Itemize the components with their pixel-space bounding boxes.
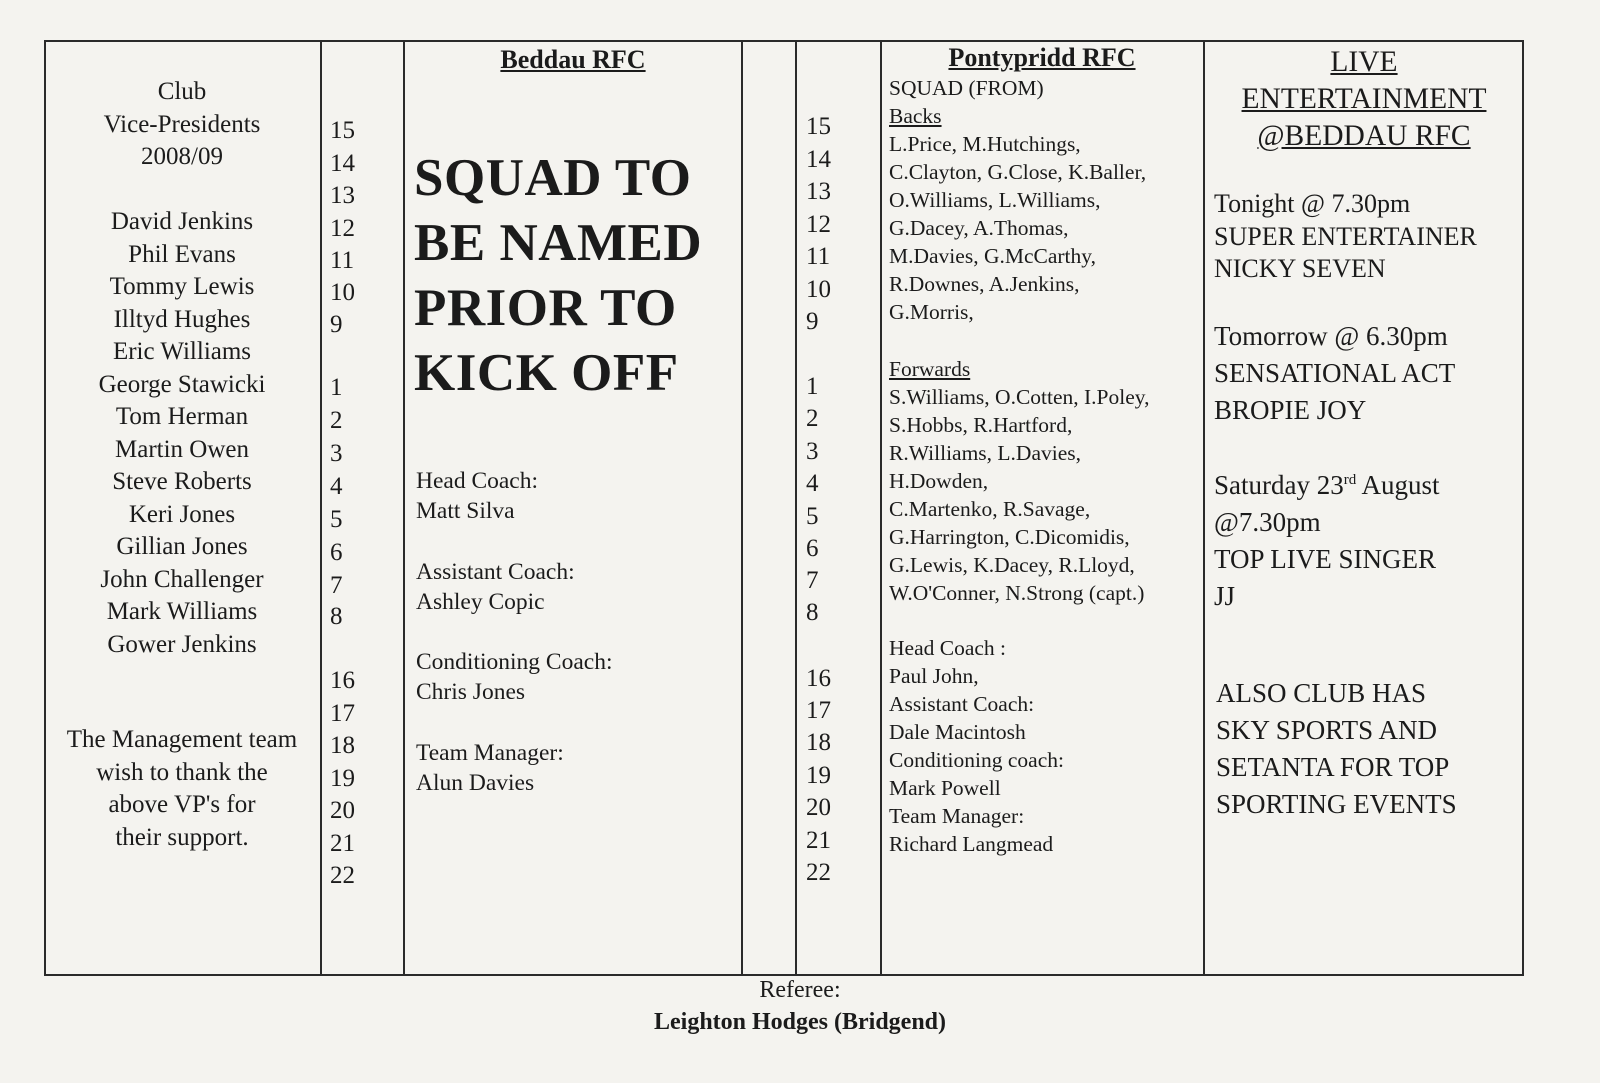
beddau-number: 13	[330, 182, 355, 209]
staff-name: Matt Silva	[416, 498, 515, 524]
pontypridd-number: 15	[806, 113, 831, 140]
referee-name: Leighton Hodges (Bridgend)	[653, 1009, 947, 1035]
event-line: JJ	[1214, 581, 1236, 611]
pontypridd-number: 12	[806, 211, 831, 238]
referee-label: Referee:	[759, 977, 841, 1003]
player-line: C.Clayton, G.Close, K.Baller,	[889, 160, 1147, 184]
heading-line: LIVE	[1330, 46, 1398, 78]
squad-line: BE NAMED	[414, 214, 703, 272]
beddau-staff-entry	[416, 466, 538, 526]
pontypridd-number: 2	[806, 405, 819, 432]
beddau-number: 15	[330, 117, 355, 144]
entertainment-heading	[1206, 44, 1522, 155]
event-line: BROPIE JOY	[1214, 395, 1367, 425]
event-line: @7.30pm	[1214, 507, 1321, 537]
vp-name: Martin Owen	[115, 435, 249, 463]
pontypridd-number: 10	[806, 276, 831, 303]
beddau-number: 9	[330, 311, 343, 338]
event-line: SETANTA FOR TOP	[1216, 752, 1450, 782]
player-line: S.Hobbs, R.Hartford,	[889, 413, 1073, 437]
forwards-label: Forwards	[889, 357, 971, 381]
beddau-number: 1	[330, 374, 343, 401]
vp-name: Eric Williams	[112, 338, 252, 365]
date-month: August	[1356, 470, 1440, 500]
vp-thanks-line: above VP's for	[108, 791, 256, 818]
player-line: W.O'Conner, N.Strong (capt.)	[889, 581, 1145, 605]
divider	[741, 42, 743, 974]
pontypridd-forwards	[889, 355, 1150, 607]
divider	[880, 42, 882, 974]
event-line: Tomorrow @ 6.30pm	[1214, 321, 1448, 351]
vp-name: Tom Herman	[115, 403, 249, 430]
player-line: O.Williams, L.Williams,	[889, 188, 1101, 212]
event-tonight	[1214, 188, 1477, 286]
player-line: R.Williams, L.Davies,	[889, 441, 1082, 465]
pontypridd-number: 1	[806, 373, 819, 400]
staff-name: Chris Jones	[416, 679, 526, 705]
staff-line: Paul John,	[889, 664, 979, 688]
vp-title	[46, 76, 318, 174]
beddau-staff-entry	[416, 557, 575, 617]
staff-line: Dale Macintosh	[889, 720, 1026, 744]
event-line: TOP LIVE SINGER	[1214, 544, 1436, 574]
beddau-number: 17	[330, 700, 355, 727]
event-line: SPORTING EVENTS	[1216, 789, 1457, 819]
vp-name: Keri Jones	[128, 500, 236, 528]
pontypridd-number: 22	[806, 859, 831, 886]
sky-sports-note	[1216, 675, 1457, 823]
vp-thanks-line: The Management team	[66, 726, 298, 753]
vp-title-line: Club	[157, 78, 207, 105]
pontypridd-number: 8	[806, 599, 819, 626]
heading-line: @BEDDAU RFC	[1257, 120, 1471, 152]
pontypridd-number: 14	[806, 146, 831, 173]
player-line: G.Dacey, A.Thomas,	[889, 216, 1069, 240]
beddau-number: 7	[330, 572, 343, 599]
pontypridd-number: 20	[806, 794, 831, 821]
player-line: S.Williams, O.Cotten, I.Poley,	[889, 385, 1150, 409]
beddau-number: 6	[330, 539, 343, 566]
player-line: R.Downes, A.Jenkins,	[889, 272, 1080, 296]
beddau-number: 21	[330, 830, 355, 857]
vp-name: David Jenkins	[110, 208, 254, 235]
vp-name: George Stawicki	[98, 370, 266, 398]
beddau-heading: Beddau RFC	[500, 45, 646, 74]
beddau-staff-entry	[416, 647, 612, 707]
pontypridd-backs	[889, 74, 1146, 326]
date-prefix: Saturday 23	[1214, 470, 1344, 500]
vp-name: John Challenger	[100, 565, 264, 593]
pontypridd-number: 18	[806, 729, 831, 756]
staff-line: Mark Powell	[889, 776, 1001, 800]
divider	[795, 42, 797, 974]
pontypridd-number: 3	[806, 438, 819, 465]
staff-role: Assistant Coach:	[416, 559, 575, 585]
staff-name: Ashley Copic	[416, 589, 545, 615]
event-tomorrow	[1214, 318, 1455, 429]
vp-name: Gillian Jones	[116, 533, 248, 560]
pontypridd-number: 7	[806, 567, 819, 594]
beddau-number: 14	[330, 150, 355, 177]
event-line: SENSATIONAL ACT	[1214, 358, 1456, 388]
heading-line: ENTERTAINMENT	[1241, 83, 1487, 115]
beddau-number: 2	[330, 407, 343, 434]
pontypridd-staff	[889, 634, 1064, 858]
event-line: ALSO CLUB HAS	[1216, 678, 1427, 708]
event-line: NICKY SEVEN	[1214, 254, 1386, 283]
divider	[1203, 42, 1205, 974]
event-saturday	[1214, 462, 1440, 615]
vp-name: Tommy Lewis	[109, 273, 255, 300]
beddau-number: 12	[330, 215, 355, 242]
beddau-staff-entry	[416, 738, 564, 798]
vp-name: Gower Jenkins	[107, 630, 257, 658]
beddau-number: 8	[330, 603, 343, 630]
player-line: H.Dowden,	[889, 469, 989, 493]
player-line: G.Morris,	[889, 300, 974, 324]
vp-name: Steve Roberts	[112, 468, 252, 495]
staff-role: Team Manager:	[416, 740, 564, 766]
vp-title-line: Vice-Presidents	[103, 110, 261, 138]
beddau-number: 20	[330, 797, 355, 824]
pontypridd-number: 17	[806, 697, 831, 724]
vp-thanks-line: their support.	[115, 823, 249, 851]
beddau-number: 11	[330, 247, 355, 274]
staff-line: Assistant Coach:	[889, 692, 1035, 716]
pontypridd-number: 4	[806, 470, 819, 497]
beddau-number: 5	[330, 506, 343, 533]
vp-name: Illtyd Hughes	[113, 305, 251, 333]
player-line: G.Lewis, K.Dacey, R.Lloyd,	[889, 553, 1135, 577]
pontypridd-number: 16	[806, 665, 831, 692]
event-line	[1214, 462, 1440, 504]
pontypridd-number: 11	[806, 243, 831, 270]
staff-line: Head Coach :	[889, 636, 1007, 660]
beddau-number: 18	[330, 732, 355, 759]
vp-name-list	[46, 206, 318, 661]
pontypridd-number: 19	[806, 762, 831, 789]
pontypridd-heading: Pontypridd RFC	[948, 43, 1136, 72]
pontypridd-number: 9	[806, 308, 819, 335]
beddau-number: 4	[330, 473, 343, 500]
player-line: L.Price, M.Hutchings,	[889, 132, 1081, 156]
staff-line: Conditioning coach:	[889, 748, 1064, 772]
squad-line: PRIOR TO	[414, 279, 677, 337]
staff-role: Head Coach:	[416, 468, 539, 494]
divider	[403, 42, 405, 974]
squad-line: KICK OFF	[414, 344, 679, 402]
squad-line: SQUAD TO	[414, 149, 692, 207]
divider	[320, 42, 322, 974]
vp-name: Mark Williams	[106, 598, 258, 625]
staff-role: Conditioning Coach:	[416, 649, 613, 675]
player-line: M.Davies, G.McCarthy,	[889, 244, 1097, 268]
staff-line: Richard Langmead	[889, 832, 1054, 856]
player-line: G.Harrington, C.Dicomidis,	[889, 525, 1130, 549]
vp-thanks	[46, 724, 318, 854]
pontypridd-number: 21	[806, 827, 831, 854]
staff-name: Alun Davies	[416, 770, 535, 796]
beddau-number: 10	[330, 279, 355, 306]
pontypridd-number: 13	[806, 178, 831, 205]
event-line: SKY SPORTS AND	[1216, 715, 1437, 745]
vp-title-line: 2008/09	[141, 143, 223, 170]
backs-label: Backs	[889, 104, 942, 128]
vp-name: Phil Evans	[128, 240, 236, 268]
vp-thanks-line: wish to thank the	[96, 758, 268, 786]
squad-label: SQUAD (FROM)	[889, 76, 1044, 100]
event-line: Tonight @ 7.30pm	[1214, 189, 1411, 218]
event-line: SUPER ENTERTAINER	[1214, 221, 1477, 251]
staff-line: Team Manager:	[889, 804, 1025, 828]
date-suffix: rd	[1343, 472, 1357, 488]
squad-to-be-named	[414, 146, 734, 406]
beddau-number: 22	[330, 862, 355, 889]
pontypridd-number: 6	[806, 535, 819, 562]
player-line: C.Martenko, R.Savage,	[889, 497, 1091, 521]
pontypridd-number: 5	[806, 503, 819, 530]
beddau-number: 19	[330, 765, 355, 792]
beddau-number: 3	[330, 440, 343, 467]
beddau-number: 16	[330, 667, 355, 694]
